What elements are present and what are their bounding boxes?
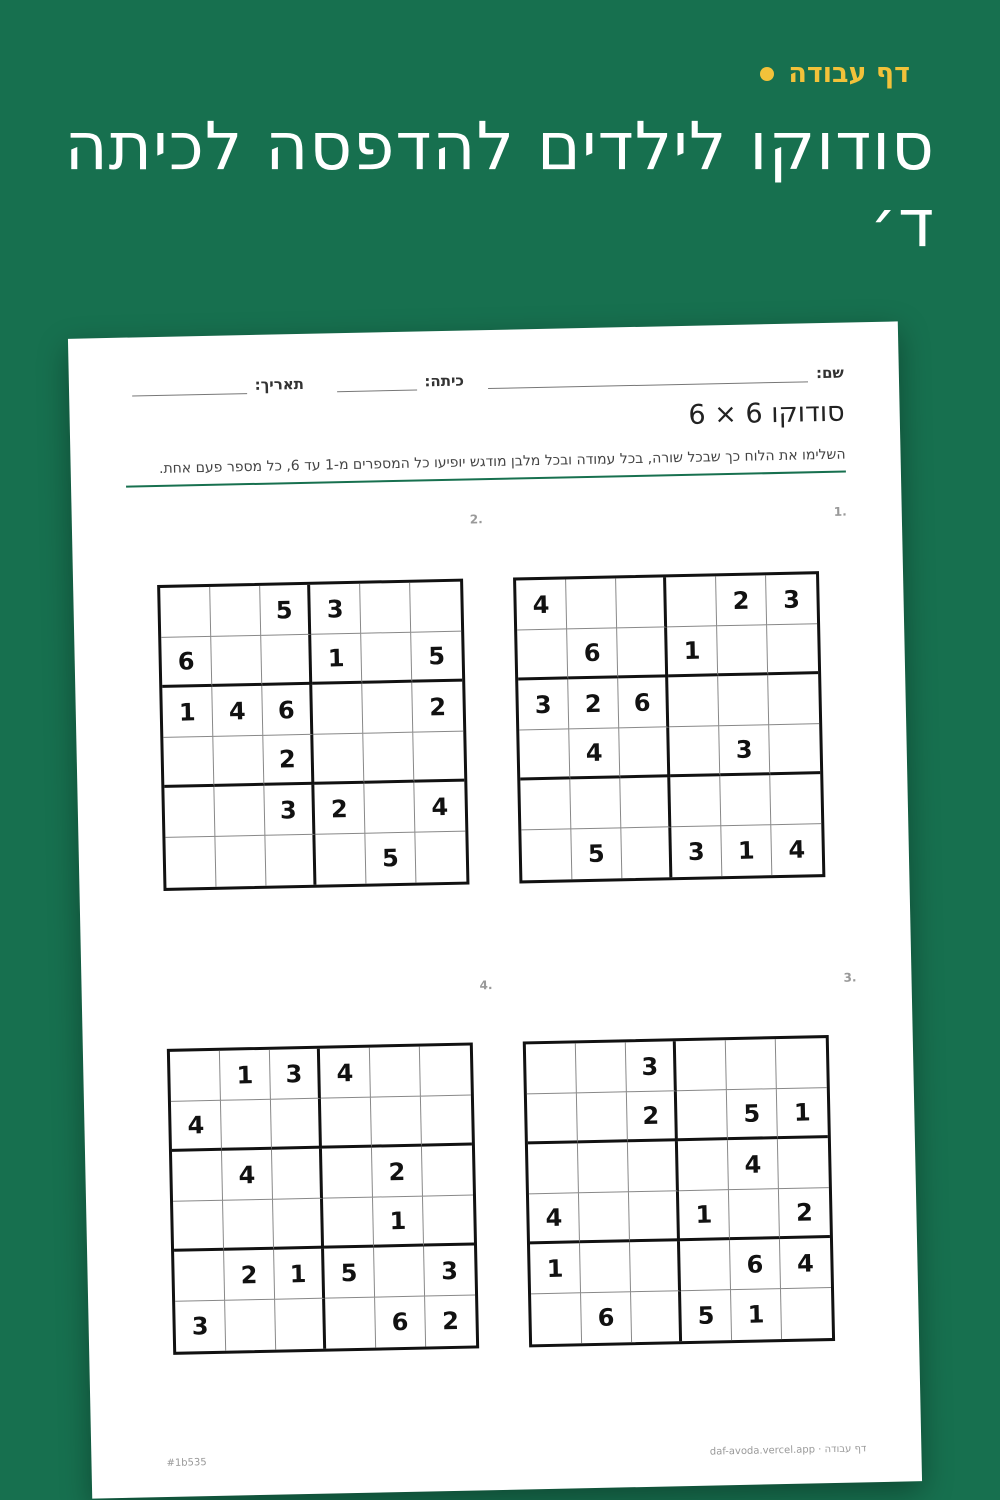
sudoku-cell: 4 bbox=[320, 1048, 371, 1099]
sudoku-cell: 2 bbox=[412, 682, 463, 733]
worksheet-title: סודוקו 6 × 6 bbox=[688, 396, 845, 431]
date-field bbox=[131, 374, 304, 397]
sudoku-cell bbox=[211, 636, 262, 687]
sudoku-cell bbox=[164, 787, 215, 838]
bullet-dot-icon bbox=[760, 67, 774, 81]
sudoku-cell: 3 bbox=[424, 1246, 475, 1297]
sudoku-cell bbox=[160, 587, 211, 638]
sudoku-cell bbox=[770, 774, 821, 825]
sudoku-cell: 3 bbox=[626, 1041, 677, 1092]
sudoku-cell bbox=[312, 684, 363, 735]
sudoku-cell bbox=[776, 1038, 827, 1089]
sudoku-cell: 1 bbox=[220, 1050, 271, 1101]
sudoku-cell: 6 bbox=[262, 685, 313, 736]
sudoku-cell bbox=[767, 624, 818, 675]
sudoku-cell bbox=[576, 1042, 627, 1093]
sudoku-cell bbox=[360, 583, 411, 634]
name-line bbox=[488, 363, 808, 389]
sudoku-cell: 5 bbox=[365, 833, 416, 884]
tag-label: דף עבודה bbox=[788, 58, 910, 89]
sudoku-cell: 3 bbox=[719, 725, 770, 776]
sudoku-cell bbox=[579, 1192, 630, 1243]
puzzle-number-3: 3. bbox=[843, 970, 857, 985]
sudoku-cell bbox=[677, 1090, 728, 1141]
sudoku-cell bbox=[323, 1198, 374, 1249]
sudoku-cell bbox=[214, 786, 265, 837]
worksheet-preview bbox=[68, 321, 922, 1498]
sudoku-cell bbox=[420, 1046, 471, 1097]
sudoku-cell bbox=[521, 829, 572, 880]
sudoku-cell: 3 bbox=[766, 574, 817, 625]
footer-source: דף עבודה · daf-avoda.vercel.app bbox=[709, 1443, 867, 1458]
sudoku-cell bbox=[631, 1291, 682, 1342]
sudoku-cell bbox=[717, 625, 768, 676]
sudoku-grid-3 bbox=[523, 1035, 835, 1347]
sudoku-cell: 1 bbox=[373, 1197, 424, 1248]
sudoku-cell bbox=[531, 1293, 582, 1344]
sudoku-cell bbox=[421, 1096, 472, 1147]
sudoku-cell: 5 bbox=[727, 1089, 778, 1140]
sudoku-cell bbox=[768, 674, 819, 725]
sudoku-cell: 1 bbox=[731, 1289, 782, 1340]
sudoku-cell bbox=[315, 834, 366, 885]
sudoku-cell: 2 bbox=[568, 678, 619, 729]
name-label: שם: bbox=[815, 363, 845, 383]
sudoku-cell bbox=[271, 1099, 322, 1150]
sudoku-cell: 4 bbox=[516, 579, 567, 630]
sudoku-cell bbox=[726, 1039, 777, 1090]
sudoku-cell: 4 bbox=[414, 782, 465, 833]
worksheet-instructions: השלימו את הלוח כך שבכל שורה, בכל עמודה ובכל מלבן מודגש יופיעו כל המספרים מ-1 עד 6, כל מספר פעם אחת. bbox=[126, 447, 846, 488]
sudoku-cell: 4 bbox=[569, 728, 620, 779]
sudoku-cell bbox=[617, 627, 668, 678]
sudoku-cell bbox=[718, 675, 769, 726]
sudoku-cell: 2 bbox=[314, 784, 365, 835]
sudoku-cell bbox=[680, 1240, 731, 1291]
sudoku-grid-4 bbox=[167, 1042, 479, 1354]
sudoku-cell bbox=[272, 1149, 323, 1200]
sudoku-cell: 4 bbox=[212, 686, 263, 737]
sudoku-cell bbox=[577, 1092, 628, 1143]
sudoku-cell bbox=[321, 1098, 372, 1149]
sudoku-cell bbox=[361, 633, 412, 684]
sudoku-cell bbox=[165, 837, 216, 888]
sudoku-cell bbox=[261, 635, 312, 686]
sudoku-cell: 5 bbox=[324, 1248, 375, 1299]
date-label: תאריך: bbox=[254, 374, 305, 394]
sudoku-cell: 2 bbox=[441, 1306, 460, 1336]
sudoku-cell bbox=[526, 1043, 577, 1094]
sudoku-cell bbox=[371, 1097, 422, 1148]
sudoku-cell bbox=[528, 1143, 579, 1194]
sudoku-cell bbox=[325, 1298, 376, 1349]
class-label: כיתה: bbox=[424, 371, 465, 391]
sudoku-cell: 3 bbox=[518, 679, 569, 730]
sudoku-cell bbox=[666, 576, 717, 627]
sudoku-cell: 1 bbox=[162, 687, 213, 738]
sudoku-cell: 3 bbox=[671, 826, 722, 877]
sudoku-cell bbox=[423, 1196, 474, 1247]
sudoku-cell bbox=[621, 827, 672, 878]
sudoku-cell: 4 bbox=[529, 1193, 580, 1244]
sudoku-cell: 2 bbox=[263, 735, 314, 786]
sudoku-cell bbox=[630, 1241, 681, 1292]
sudoku-cell bbox=[519, 729, 570, 780]
sudoku-cell bbox=[517, 629, 568, 680]
sudoku-cell bbox=[668, 676, 719, 727]
sudoku-cell: 3 bbox=[175, 1301, 226, 1352]
sudoku-cell bbox=[620, 777, 671, 828]
sudoku-cell: 2 bbox=[716, 575, 767, 626]
sudoku-cell bbox=[172, 1151, 223, 1202]
sudoku-cell bbox=[370, 1047, 421, 1098]
sudoku-grid-1 bbox=[513, 571, 825, 883]
sudoku-cell: 2 bbox=[372, 1147, 423, 1198]
sudoku-cell bbox=[566, 578, 617, 629]
sudoku-cell: 1 bbox=[311, 634, 362, 685]
name-field bbox=[488, 363, 844, 389]
sudoku-cell: 1 bbox=[721, 825, 772, 876]
page-title: סודוקו לילדים להדפסה לכיתה ד׳ bbox=[64, 108, 935, 262]
date-line bbox=[131, 375, 246, 396]
sudoku-cell: 5 bbox=[411, 632, 462, 683]
page-tag bbox=[760, 58, 910, 89]
sudoku-cell: 6 bbox=[375, 1297, 426, 1348]
footer-code: #1b535 bbox=[166, 1457, 207, 1469]
sudoku-cell bbox=[413, 732, 464, 783]
sudoku-cell: 1 bbox=[274, 1249, 325, 1300]
sudoku-cell bbox=[210, 586, 261, 637]
sudoku-cell bbox=[729, 1189, 780, 1240]
sudoku-cell bbox=[322, 1148, 373, 1199]
sudoku-cell: 1 bbox=[777, 1088, 828, 1139]
sudoku-cell: 4 bbox=[788, 835, 806, 864]
class-line bbox=[336, 372, 416, 393]
sudoku-cell bbox=[520, 779, 571, 830]
sudoku-cell: 2 bbox=[627, 1091, 678, 1142]
sudoku-cell: 4 bbox=[222, 1150, 273, 1201]
sudoku-cell bbox=[374, 1247, 425, 1298]
sudoku-cell bbox=[570, 778, 621, 829]
sudoku-cell: 5 bbox=[681, 1290, 732, 1341]
sudoku-cell: 4 bbox=[171, 1101, 222, 1152]
sudoku-cell: 1 bbox=[679, 1190, 730, 1241]
sudoku-cell bbox=[174, 1251, 225, 1302]
sudoku-cell: 6 bbox=[618, 677, 669, 728]
puzzle-number-2: 2. bbox=[469, 512, 483, 527]
sudoku-cell bbox=[410, 582, 461, 633]
sudoku-cell: 5 bbox=[571, 828, 622, 879]
sudoku-cell bbox=[422, 1146, 473, 1197]
sudoku-cell: 3 bbox=[270, 1049, 321, 1100]
sudoku-cell bbox=[616, 577, 667, 628]
sudoku-cell: 2 bbox=[224, 1250, 275, 1301]
sudoku-cell: 6 bbox=[161, 637, 212, 688]
sudoku-cell bbox=[670, 776, 721, 827]
sudoku-cell bbox=[527, 1093, 578, 1144]
sudoku-cell bbox=[273, 1199, 324, 1250]
sudoku-cell bbox=[720, 775, 771, 826]
sudoku-cell bbox=[313, 734, 364, 785]
sudoku-cell bbox=[578, 1142, 629, 1193]
sudoku-cell bbox=[213, 736, 264, 787]
sudoku-cell bbox=[364, 783, 415, 834]
sudoku-cell bbox=[415, 832, 466, 883]
sudoku-cell bbox=[265, 835, 316, 886]
sudoku-cell: 1 bbox=[530, 1243, 581, 1294]
sudoku-cell: 4 bbox=[728, 1139, 779, 1190]
puzzle-number-4: 4. bbox=[479, 978, 493, 993]
sudoku-cell bbox=[781, 1288, 832, 1339]
sudoku-cell bbox=[173, 1201, 224, 1252]
sudoku-cell bbox=[619, 727, 670, 778]
puzzle-number-1: 1. bbox=[833, 504, 847, 519]
sudoku-cell: 3 bbox=[264, 785, 315, 836]
sudoku-cell bbox=[769, 724, 820, 775]
sudoku-cell: 6 bbox=[730, 1239, 781, 1290]
sudoku-cell: 2 bbox=[779, 1188, 830, 1239]
sudoku-cell: 4 bbox=[780, 1238, 831, 1289]
sudoku-cell bbox=[362, 683, 413, 734]
sudoku-cell bbox=[221, 1100, 272, 1151]
sudoku-cell bbox=[678, 1140, 729, 1191]
sudoku-cell bbox=[778, 1138, 829, 1189]
sudoku-cell bbox=[628, 1141, 679, 1192]
sudoku-cell: 1 bbox=[667, 626, 718, 677]
sudoku-cell bbox=[363, 733, 414, 784]
sudoku-cell: 5 bbox=[260, 585, 311, 636]
sudoku-cell: 6 bbox=[567, 628, 618, 679]
sudoku-cell bbox=[170, 1051, 221, 1102]
sudoku-cell bbox=[676, 1040, 727, 1091]
sudoku-cell bbox=[669, 726, 720, 777]
sudoku-grid-2 bbox=[157, 579, 469, 891]
sudoku-cell: 3 bbox=[310, 584, 361, 635]
sudoku-cell bbox=[215, 836, 266, 887]
sudoku-cell: 6 bbox=[581, 1292, 632, 1343]
sudoku-cell bbox=[223, 1200, 274, 1251]
sudoku-cell bbox=[225, 1300, 276, 1351]
sudoku-cell bbox=[163, 737, 214, 788]
sudoku-cell bbox=[580, 1242, 631, 1293]
sudoku-cell bbox=[275, 1299, 326, 1350]
class-field bbox=[336, 371, 464, 393]
sudoku-cell bbox=[629, 1191, 680, 1242]
